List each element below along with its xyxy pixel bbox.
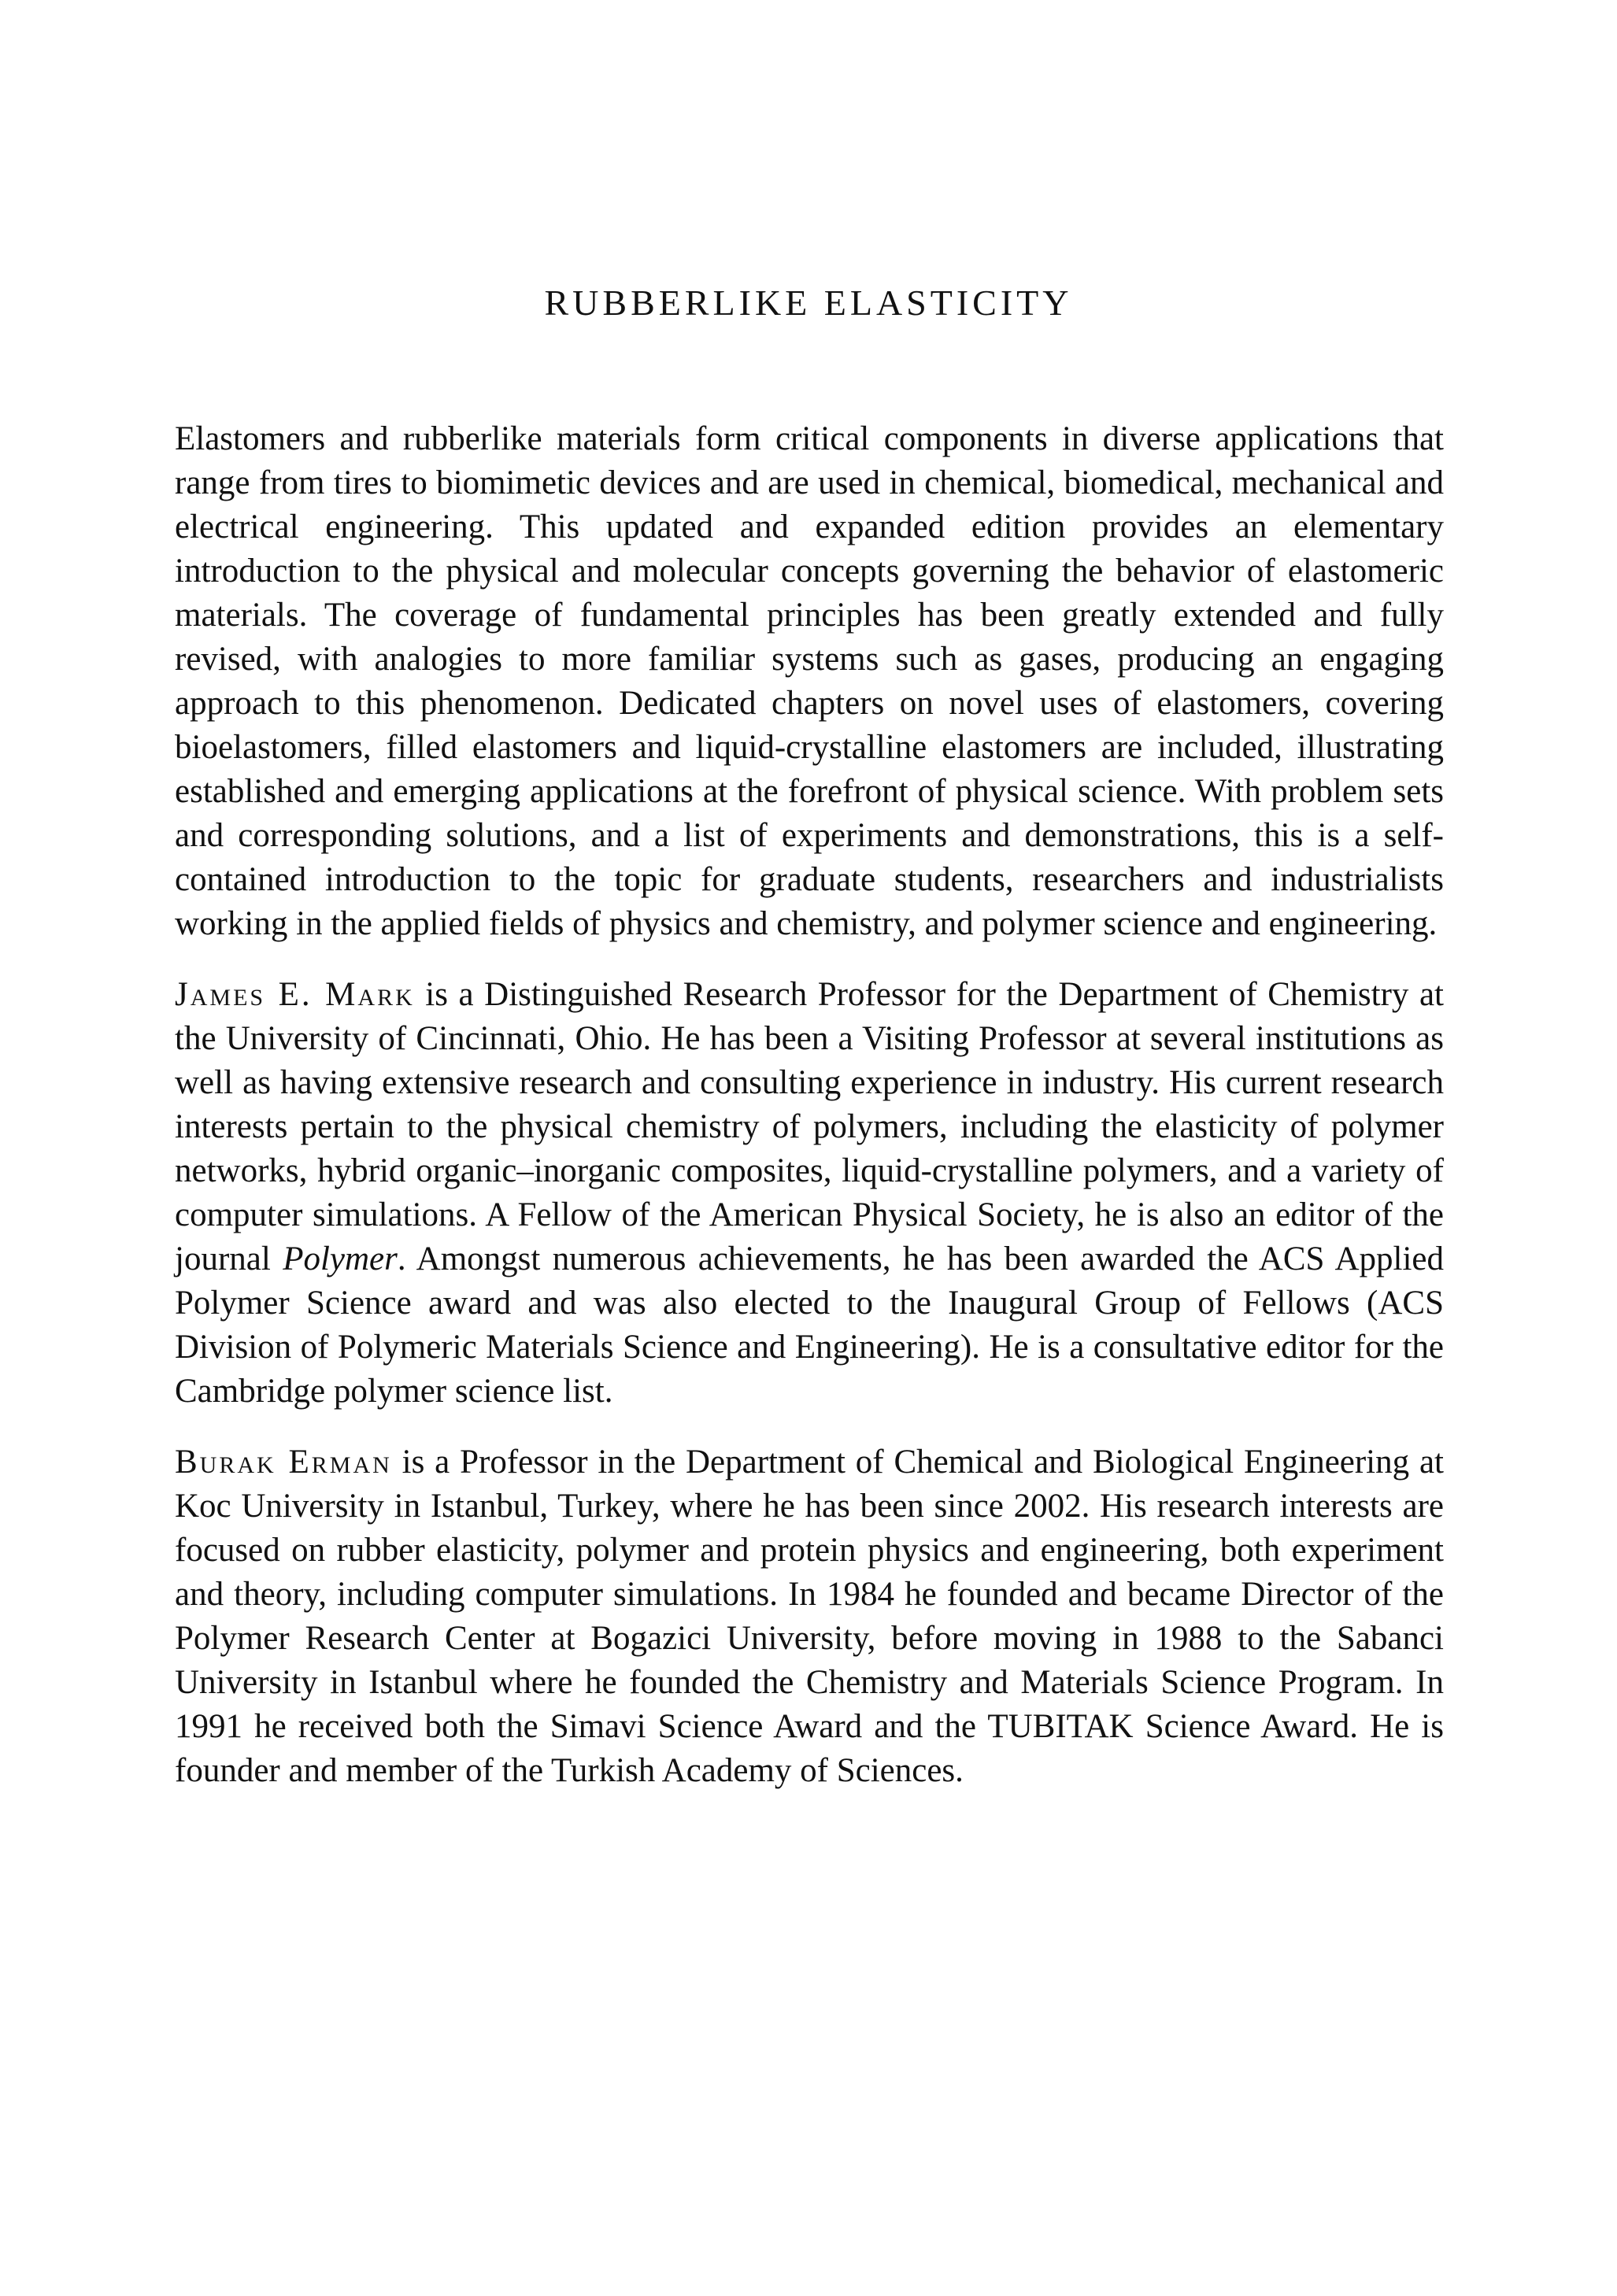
author-bio-text: is a Distinguished Research Professor for the Department of Chemistry at the University of Cincinnati, Ohio. He has been a Visiting Professor at several institutions as well as having extensive research and consulting experience in industry. His current research interests pertain to the physical chemistry of polymers, including the elasticity of polymer networks, hybrid organic–inorganic composites, liquid-crystalline polymers, and a variety of computer simulations. A Fellow of the American Physical Society, he is also an editor of the journal bbox=[175, 976, 1445, 1277]
book-title: RUBBERLIKE ELASTICITY bbox=[544, 283, 1073, 323]
author-name: James E. Mark bbox=[175, 976, 415, 1013]
book-description: Elastomers and rubberlike materials form critical components in diverse applications that range from tires to biomimetic devices and are used in chemical, biomedical, mechanical and electrical engineering. This updated and expanded edition provides an elementary introduction to the physical and molecular concepts governing the behavior of elastomeric materials. The coverage of fundamental principles has been greatly extended and fully revised, with analogies to more familiar systems such as gases, producing an engaging approach to this phenomenon. Dedicated chapters on novel uses of elastomers, covering bioelastomers, filled elastomers and liquid-crystalline elastomers are included, illustrating established and emerging applications at the forefront of physical science. With problem sets and corresponding solutions, and a list of experiments and demonstrations, this is a self-contained introduction to the topic for graduate students, researchers and industrialists working in the applied fields of physics and chemistry, and polymer science and engineering. bbox=[175, 420, 1444, 942]
author-bio-erman bbox=[175, 1440, 1444, 1793]
author-bio-text: is a Professor in the Department of Chemical and Biological Engineering at Koc University in Istanbul, Turkey, where he has been since 2002. His research interests are focused on rubber elasticity, polymer and protein physics and engineering, both experiment and theory, including computer simulations. In 1984 he founded and became Director of the Polymer Research Center at Bogazici University, before moving in 1988 to the Sabanci University in Istanbul where he founded the Chemistry and Materials Science Program. In 1991 he received both the Simavi Science Award and the TUBITAK Science Award. He is founder and member of the Turkish Academy of Sciences. bbox=[175, 1444, 1444, 1789]
author-bio-mark bbox=[175, 973, 1444, 1414]
page-content bbox=[175, 417, 1444, 1820]
author-bio-text: . Amongst numerous achievements, he has been awarded the ACS Applied Polymer Science award and was also elected to the Inaugural Group of Fellows (ACS Division of Polymeric Materials Science and Engineering). He is a consultative editor for the Cambridge polymer science list. bbox=[175, 1240, 1444, 1410]
journal-name: Polymer bbox=[283, 1240, 398, 1277]
author-name: Burak Erman bbox=[175, 1444, 392, 1481]
